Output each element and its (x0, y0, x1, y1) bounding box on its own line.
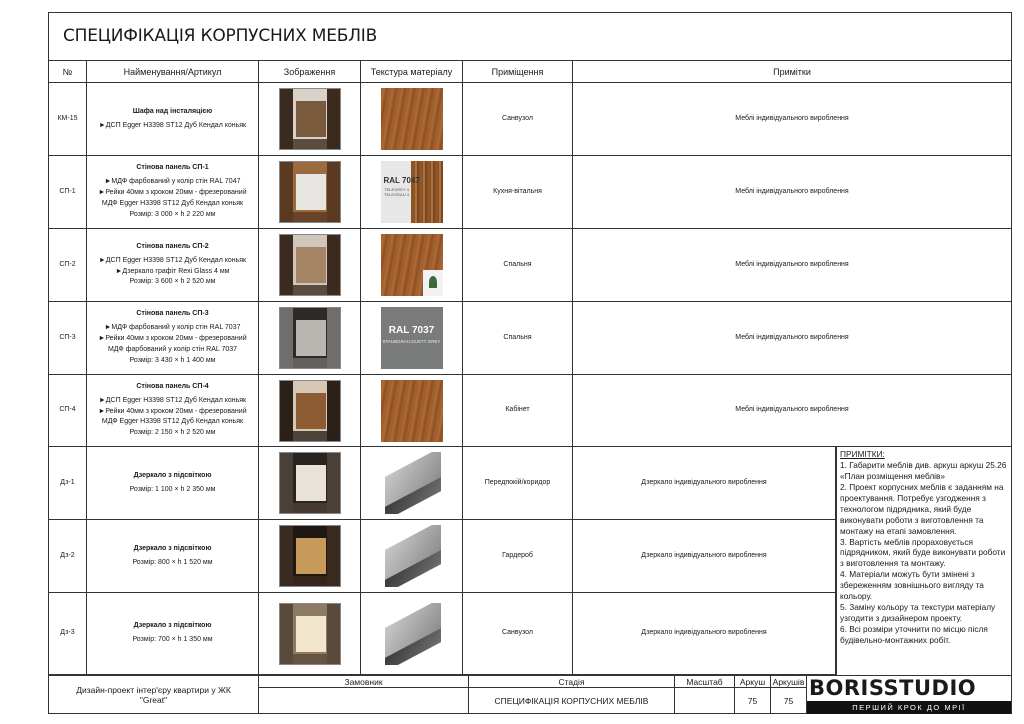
item-description (87, 302, 259, 374)
furniture-render-image (279, 307, 341, 369)
note-cell: Меблі індивідуального вироблення (735, 260, 849, 268)
item-title: Дзеркало з підсвіткою (133, 471, 212, 479)
header-name: Найменування/Артикул (87, 61, 259, 83)
project-name: Дизайн-проект інтер'єру квартири у ЖК "Great" (49, 676, 259, 714)
mirror-texture (381, 525, 443, 587)
table-row (49, 156, 1011, 229)
title-block (49, 675, 1011, 713)
texture-cell (361, 520, 463, 592)
item-description (87, 156, 259, 228)
logo-slogan: ПЕРШИЙ КРОК ДО МРІЇ (807, 701, 1011, 714)
room-cell: Спальня (463, 302, 573, 374)
sheet-label: Аркуш (735, 676, 771, 688)
texture-cell (361, 593, 463, 674)
ral-label: RAL 7037 (388, 325, 435, 336)
note-cell: Меблі індивідуального вироблення (735, 114, 849, 122)
note-item-3: 3. Вартість меблів прораховується підрядником, який буде виконувати роботи з виготовлення та монтажу. (840, 536, 1006, 569)
header-image: Зображення (259, 61, 361, 83)
sheet-value: 75 (735, 688, 771, 714)
spec-line: ►МДФ фарбований у колір стін RAL 7047 (104, 178, 241, 186)
header-num: № (49, 61, 87, 83)
sheets-value: 75 (771, 688, 807, 714)
room-cell: Гардероб (463, 520, 573, 592)
spec-line: ►ДСП Egger H3398 ST12 Дуб Кендал коньяк (98, 121, 247, 129)
wood-texture (381, 380, 443, 442)
item-title: Стінова панель СП-1 (136, 164, 209, 172)
item-number: СП-2 (49, 229, 87, 301)
furniture-render-image (279, 161, 341, 223)
item-description (87, 375, 259, 446)
spec-line: Розмір: 800 × h 1 520 мм (132, 558, 213, 566)
ral-sublabel: TELEGREY 4 TELEGRAU 4 (384, 187, 409, 198)
studio-logo (807, 676, 1011, 714)
note-cell: Дзеркало індивідуального вироблення (573, 520, 836, 592)
spec-line: ►Рейки 40мм з кроком 20мм - фрезерований (98, 407, 247, 415)
furniture-render-image (279, 234, 341, 296)
spec-line: Розмір: 700 × h 1 350 мм (132, 636, 213, 643)
texture-cell (361, 302, 463, 374)
logo-name: BORISSTUDIO (809, 676, 977, 700)
item-number: Дз-3 (49, 593, 87, 674)
spec-line: МДФ фарбований у колір стін RAL 7037 (107, 345, 238, 353)
table-row (49, 229, 1011, 302)
item-number: КМ-15 (49, 83, 87, 155)
table-row (49, 375, 1011, 447)
spec-line: МДФ Egger H3398 ST12 Дуб Кендал коньяк (101, 418, 244, 426)
item-title: Шафа над інсталяцією (132, 107, 213, 115)
texture-cell (361, 229, 463, 301)
item-description (87, 593, 259, 674)
room-cell: Кабінет (463, 375, 573, 446)
image-cell (259, 229, 361, 301)
spec-line: Розмір: 3 000 × h 2 220 мм (129, 210, 216, 218)
spec-line: ►ДСП Egger H3398 ST12 Дуб Кендал коньяк (98, 396, 247, 404)
texture-cell (361, 447, 463, 519)
furniture-render-image (279, 88, 341, 150)
room-cell: Санвузол (463, 83, 573, 155)
header-room: Приміщення (463, 61, 573, 83)
texture-cell (361, 375, 463, 446)
image-cell (259, 447, 361, 519)
texture-cell (361, 156, 463, 228)
wood-texture (381, 234, 443, 296)
item-title: Дзеркало з підсвіткою (133, 544, 212, 552)
furniture-render-image (279, 380, 341, 442)
doc-title: СПЕЦИФІКАЦІЯ КОРПУСНИХ МЕБЛІВ (469, 688, 675, 714)
spec-line: Розмір: 1 100 × h 2 350 мм (129, 485, 216, 493)
item-description (87, 229, 259, 301)
image-cell (259, 520, 361, 592)
item-description (87, 520, 259, 592)
scale-value (675, 688, 735, 714)
title-box (49, 13, 1011, 61)
ral-swatch-texture (381, 161, 443, 223)
room-cell: Передпокій/коридор (463, 447, 573, 519)
furniture-render-image (279, 603, 341, 665)
ral-sublabel: STAUBGRAU DUSTY GREY (382, 339, 441, 344)
spec-line: ►Рейки 40мм з кроком 20мм - фрезерований (98, 335, 247, 343)
room-cell: Кухня-вітальня (463, 156, 573, 228)
note-item-2: 2. Проект корпусних меблів є заданням на проектування. Потребує узгодження з технологом підрядника, який буде виконувати роботи з виготовлення та монтажу на етапі замовлення. (840, 481, 1004, 536)
item-number: СП-1 (49, 156, 87, 228)
ral-label: RAL 7047 (383, 176, 420, 185)
item-number: СП-4 (49, 375, 87, 446)
note-item-1: 1. Габарити меблів див. аркуш аркуш 25.26 «План розміщення меблів» (840, 459, 1007, 481)
wood-texture (381, 88, 443, 150)
item-title: Стінова панель СП-4 (136, 382, 209, 390)
notes-title: ПРИМІТКИ: (840, 449, 885, 459)
note-cell: Меблі індивідуального вироблення (735, 333, 849, 341)
image-cell (259, 593, 361, 674)
spec-line: ►МДФ фарбований у колір стін RAL 7037 (104, 324, 241, 332)
texture-cell (361, 83, 463, 155)
image-cell (259, 302, 361, 374)
table-row (49, 83, 1011, 156)
table-row (49, 302, 1011, 375)
item-description (87, 447, 259, 519)
scale-label: Масштаб (675, 676, 735, 688)
spec-line: Розмір: 2 150 × h 2 520 мм (129, 429, 216, 437)
room-cell: Спальня (463, 229, 573, 301)
mirror-texture (381, 452, 443, 514)
note-cell: Меблі індивідуального вироблення (735, 406, 849, 414)
furniture-render-image (279, 525, 341, 587)
note-item-4: 4. Матеріали можуть бути змінені з збереженням зовнішнього вигляду та кольору. (840, 569, 984, 602)
notes-box (836, 447, 1011, 675)
page-title: СПЕЦИФІКАЦІЯ КОРПУСНИХ МЕБЛІВ (63, 26, 378, 46)
item-title: Дзеркало з підсвіткою (133, 622, 212, 630)
item-number: СП-3 (49, 302, 87, 374)
stage-label: Стадія (469, 676, 675, 688)
customer-label: Замовник (259, 676, 469, 688)
image-cell (259, 375, 361, 446)
item-description (87, 83, 259, 155)
item-title: Стінова панель СП-3 (136, 310, 209, 318)
room-cell: Санвузол (463, 593, 573, 674)
customer-value (259, 688, 469, 714)
spec-line: ►ДСП Egger H3398 ST12 Дуб Кендал коньяк (98, 256, 247, 264)
spec-line: ►Рейки 40мм з кроком 20мм - фрезерований (98, 189, 247, 197)
item-title: Стінова панель СП-2 (136, 242, 209, 250)
spec-line: Розмір: 3 430 × h 1 400 мм (129, 356, 216, 364)
spec-line: ►Дзеркало графіт Rexi Glass 4 мм (115, 267, 230, 275)
spec-line: Розмір: 3 600 × h 2 520 мм (129, 278, 216, 286)
note-cell: Дзеркало індивідуального вироблення (573, 447, 836, 519)
note-cell: Меблі індивідуального вироблення (735, 187, 849, 195)
note-cell: Дзеркало індивідуального вироблення (573, 593, 836, 674)
ral-swatch-texture (381, 307, 443, 369)
item-number: Дз-1 (49, 447, 87, 519)
image-cell (259, 83, 361, 155)
spec-sheet (48, 12, 1012, 714)
item-number: Дз-2 (49, 520, 87, 592)
sheets-label: Аркушів (771, 676, 807, 688)
mirror-texture (381, 603, 443, 665)
header-notes: Примітки (573, 61, 1011, 83)
furniture-render-image (279, 452, 341, 514)
header-texture: Текстура матеріалу (361, 61, 463, 83)
note-item-5: 5. Заміну кольору та текстури матеріалу узгодити з дизайнером проекту. (840, 602, 996, 624)
image-cell (259, 156, 361, 228)
note-item-6: 6. Всі розміри уточнити по місцю після будівельно-монтажних робіт. (840, 624, 988, 645)
spec-line: МДФ Egger H3398 ST12 Дуб Кендал коньяк (101, 199, 244, 207)
